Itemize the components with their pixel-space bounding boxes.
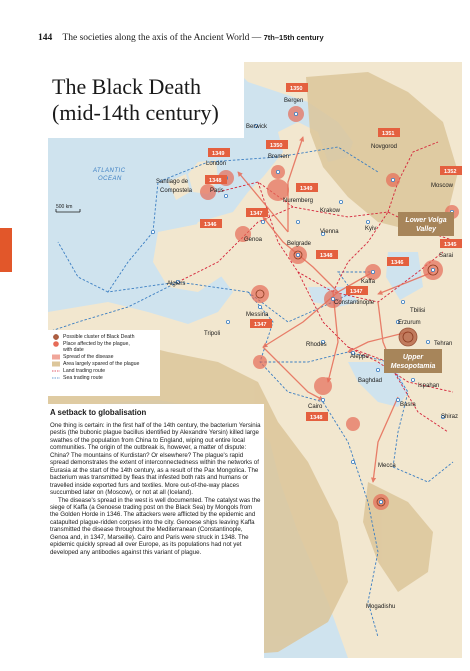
date-tag: 1347 <box>250 211 263 217</box>
legend-item <box>52 334 135 340</box>
city-label: Tbilisi <box>410 308 426 314</box>
city-label: London <box>206 161 227 167</box>
city-label: Bremen <box>268 154 290 160</box>
legend-label: Place affected by the plague, <box>63 341 130 347</box>
date-tag: 1350 <box>290 86 303 92</box>
date-tag: 1348 <box>320 253 333 259</box>
map-title-line1: The Black Death <box>52 74 202 99</box>
date-tag: 1347 <box>350 289 363 295</box>
ocean-label-2: OCEAN <box>98 176 122 182</box>
city-label: Sarai <box>439 253 454 259</box>
city-label: Baghdad <box>358 378 383 384</box>
city-label: Kaffa <box>361 279 375 285</box>
plague-marker <box>251 285 269 303</box>
article-paragraph: The disease's spread in the west is well documented. The catalyst was the siege of Kaffa (a Genoese trading post on the Black Sea) by Mongols from the Golden Horde in 1346. The attackers were afflicted by the epidemic and catapulted plague-ridden corpses into the city. Genoese ships leaving Kaffa transmitted the disease throughout the Mediterranean (Constantinople, Genoa and, in 1347, Marseille). Cairo and Paris were struck in 1348. The epidemic quickly spread all over Europe, as its populations had not yet developed any antibodies against this variant of plague. <box>50 496 261 556</box>
scale-label: 500 km <box>56 204 73 210</box>
cluster-marker <box>399 328 417 346</box>
legend-item <box>52 368 105 374</box>
running-header <box>38 33 324 43</box>
date-tag: 1350 <box>270 143 283 149</box>
spared-area-icon <box>52 361 60 367</box>
date-tag: 1345 <box>444 242 457 248</box>
sea-route-icon <box>52 375 60 381</box>
city-label: Aleppo <box>350 354 369 360</box>
page-number: 144 <box>38 33 53 43</box>
date-tag: 1346 <box>204 222 217 228</box>
chapter-tab <box>0 228 12 272</box>
plague-marker <box>314 377 332 395</box>
city-label: Cairo <box>308 404 323 410</box>
city-label: Mogadishu <box>366 604 396 610</box>
city-label: Rhodes <box>306 342 327 348</box>
legend-label: Spread of the disease <box>63 354 114 360</box>
city-label: Mecca <box>378 463 396 469</box>
article-body <box>50 422 262 556</box>
city-label: Messina <box>246 312 269 318</box>
legend-item <box>52 354 113 360</box>
city-label: Tehran <box>434 341 453 347</box>
city-label: Vienna <box>320 229 339 235</box>
plague-marker <box>346 417 360 431</box>
city-label: Genoa <box>244 237 263 243</box>
city-label: Tripoli <box>204 331 221 337</box>
date-tag: 1349 <box>212 151 225 157</box>
legend-item <box>52 361 139 367</box>
date-tag: 1349 <box>300 186 313 192</box>
plague-marker <box>253 355 267 369</box>
legend <box>48 330 160 396</box>
date-tag: 1352 <box>444 169 457 175</box>
article-heading: A setback to globalisation <box>50 408 147 417</box>
city-label: Constantinople <box>334 300 375 306</box>
city-label: Shiraz <box>441 414 459 420</box>
legend-label: with date <box>63 347 84 354</box>
city-label: Algiers <box>167 281 186 287</box>
city-label: Basra <box>400 402 416 408</box>
city-label: Nuremberg <box>283 198 314 204</box>
date-tag: 1347 <box>254 322 267 328</box>
city-label: Moscow <box>431 183 454 189</box>
date-tag: 1346 <box>391 260 404 266</box>
city-label: Berwick <box>246 124 268 130</box>
city-label: Bergen <box>284 98 304 104</box>
legend-label: Land trading route <box>63 368 106 374</box>
city-label: Novgorod <box>371 144 398 150</box>
date-tag: 1348 <box>310 415 323 421</box>
article-panel <box>48 404 264 658</box>
city-label: Paris <box>210 188 224 194</box>
spread-icon <box>52 354 60 360</box>
city-label: Kyiv <box>365 226 377 232</box>
article-paragraph: One thing is certain: in the first half of the 14th century, the bacterium Yersinia pestis (the bubonic plague bacillus identified by Alexandre Yersin) killed large swathes of the population from China to England, wiping out entire local communities. The origin of the outbreak is, however, a matter of dispute: China? The mountains of Kurdistan? Or elsewhere? The plague's rapid spread demonstrates the extent of interconnectedness within the networks of Eurasia at the start of the 14th century, as a result of the Pax Mongolica. The bacterium was transmitted by fleas that infested both rats and humans or travelled inside exported furs and textiles. More out-of-the-way places succumbed later on (Moscow), or not at all (Iceland). <box>50 422 261 497</box>
legend-label: Area largely spared of the plague <box>63 361 140 367</box>
city-label: Santiago de <box>156 179 189 185</box>
century-range: 7th–15th century <box>263 33 324 42</box>
region-label: Valley <box>416 226 436 233</box>
book-title: The societies along the axis of the Ancient World — <box>62 33 262 43</box>
legend-label: Sea trading route <box>63 375 103 381</box>
legend-item <box>52 341 130 354</box>
region-label: Lower Volga <box>405 217 447 224</box>
cluster-icon <box>52 334 60 340</box>
region-label: Upper <box>402 354 424 361</box>
region-label: Mesopotamia <box>390 363 436 370</box>
ocean-label-1: ATLANTIC <box>93 168 126 174</box>
city-label: Krakow <box>320 208 341 214</box>
map-title-line2: (mid-14th century) <box>52 100 219 125</box>
city-label: Compostela <box>160 188 193 194</box>
city-label: Belgrade <box>287 241 312 247</box>
city-label: Erzurum <box>398 320 421 326</box>
plague-place-icon <box>52 341 60 347</box>
legend-label: Possible cluster of Black Death <box>63 334 135 340</box>
date-tag: 1348 <box>209 178 222 184</box>
land-route-icon <box>52 368 60 374</box>
legend-item <box>52 375 103 381</box>
date-tag: 1351 <box>382 131 395 137</box>
city-label: Ispahan <box>418 383 440 389</box>
map-title <box>52 74 219 126</box>
